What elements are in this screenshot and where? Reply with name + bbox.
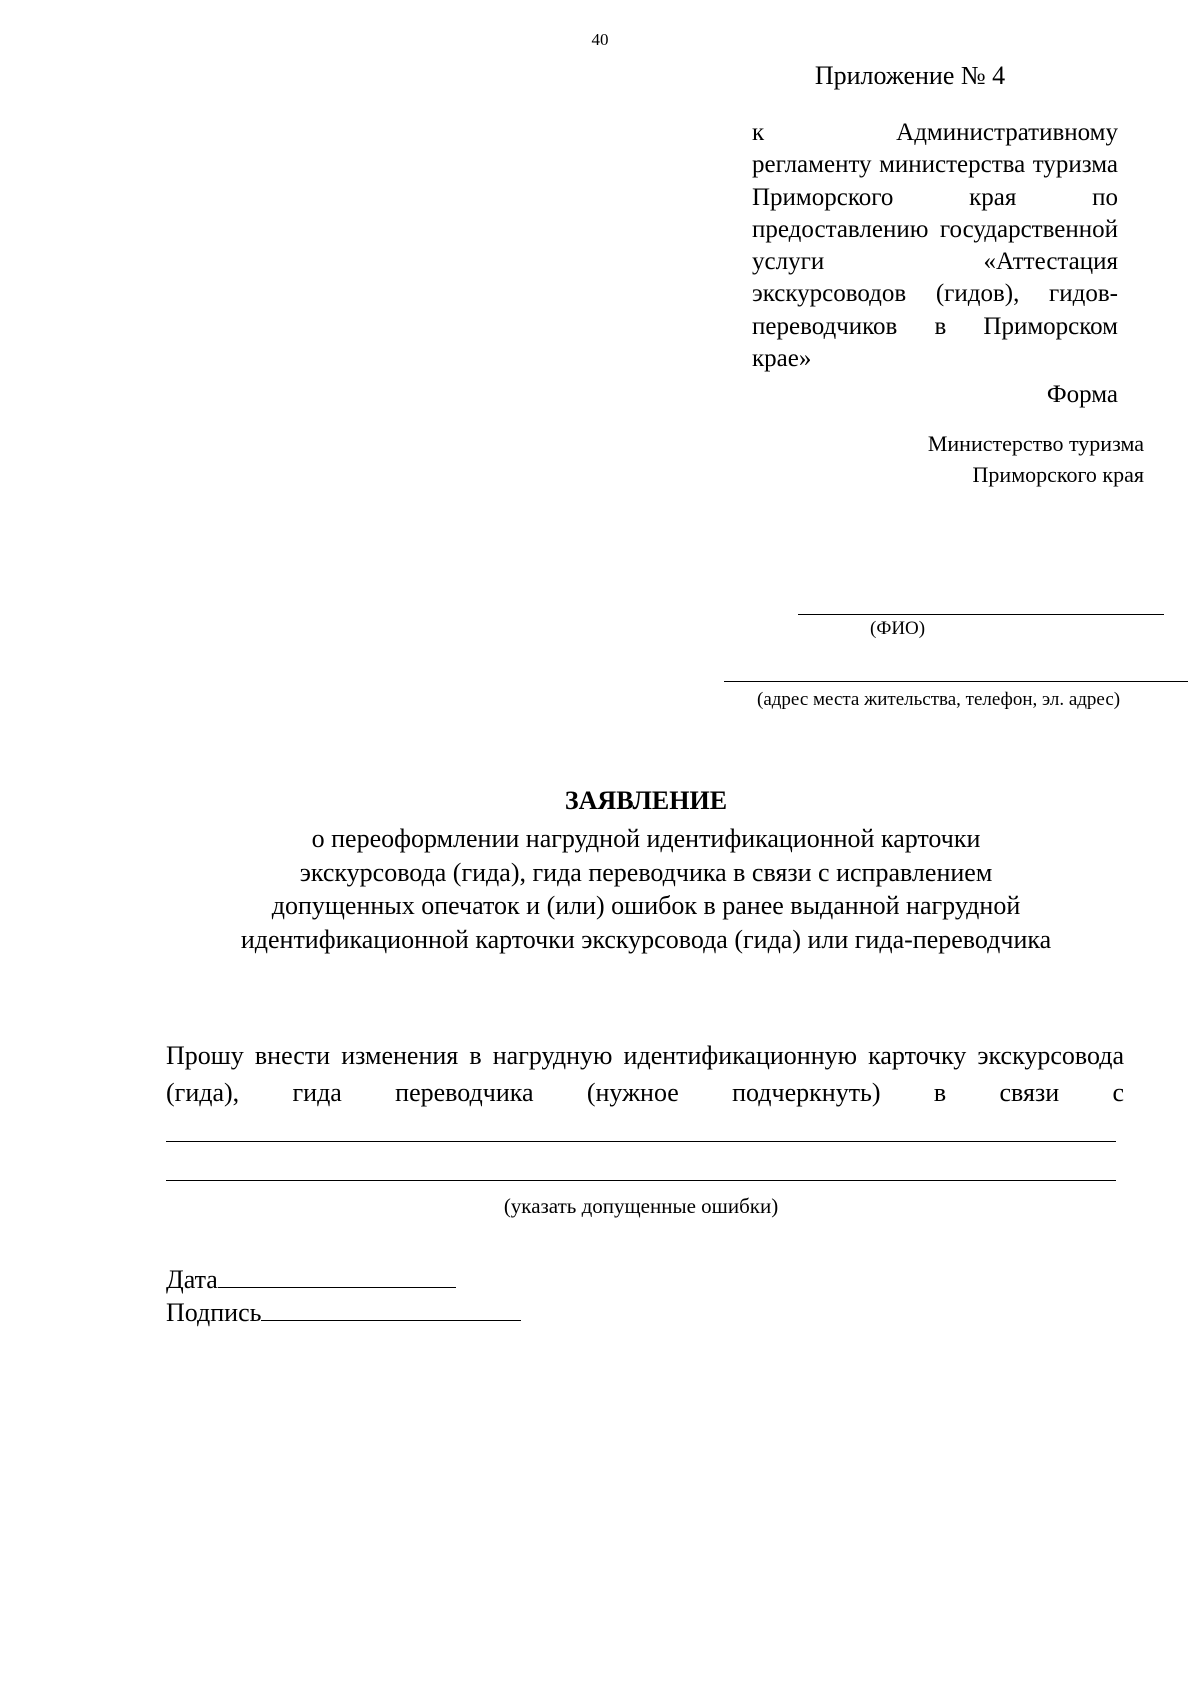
appendix-title: Приложение № 4 xyxy=(814,61,1006,90)
date-row xyxy=(166,1264,456,1296)
addressee-block xyxy=(760,428,1144,490)
errors-field-line[interactable] xyxy=(166,1180,1116,1181)
subtitle-line: идентификационной карточки экскурсовода (гида) или гида-переводчика xyxy=(240,924,1052,954)
errors-field-line[interactable] xyxy=(166,1141,1116,1142)
fio-field-line[interactable] xyxy=(798,614,1164,615)
fio-caption: (ФИО) xyxy=(870,618,926,639)
request-text: Прошу внести изменения в нагрудную идентификационную карточку экскурсовода (гида), гида переводчика (нужное подчеркнуть) в связи с xyxy=(166,1041,1124,1107)
document-subtitle xyxy=(0,822,1200,956)
addressee-line: Министерство туризма xyxy=(927,431,1144,456)
signature-field-line[interactable] xyxy=(261,1298,521,1321)
date-field-line[interactable] xyxy=(218,1265,456,1288)
document-title: ЗАЯВЛЕНИЕ xyxy=(564,786,728,815)
subtitle-line: о переоформлении нагрудной идентификационной карточки xyxy=(311,824,981,853)
addressee-line: Приморского края xyxy=(972,462,1144,487)
signature-row xyxy=(166,1297,521,1329)
address-caption: (адрес места жительства, телефон, эл. адрес) xyxy=(757,689,1121,710)
signature-label: Подпись xyxy=(166,1298,262,1327)
subtitle-line: допущенных опечаток и (или) ошибок в ранее выданной нагрудной xyxy=(271,891,1021,920)
date-label: Дата xyxy=(166,1265,218,1294)
errors-caption: (указать допущенные ошибки) xyxy=(503,1194,779,1218)
appendix-text: к Административному регламенту министерства туризма Приморского края по предоставлению государственной услуги «Аттестация экскурсоводов (гидов), гидов-переводчиков в Приморском крае» xyxy=(752,119,1118,373)
page-number: 40 xyxy=(591,30,609,49)
form-label: Форма xyxy=(1046,381,1118,408)
address-field-line[interactable] xyxy=(724,681,1188,682)
subtitle-line: экскурсовода (гида), гида переводчика в связи с исправлением xyxy=(299,857,993,887)
